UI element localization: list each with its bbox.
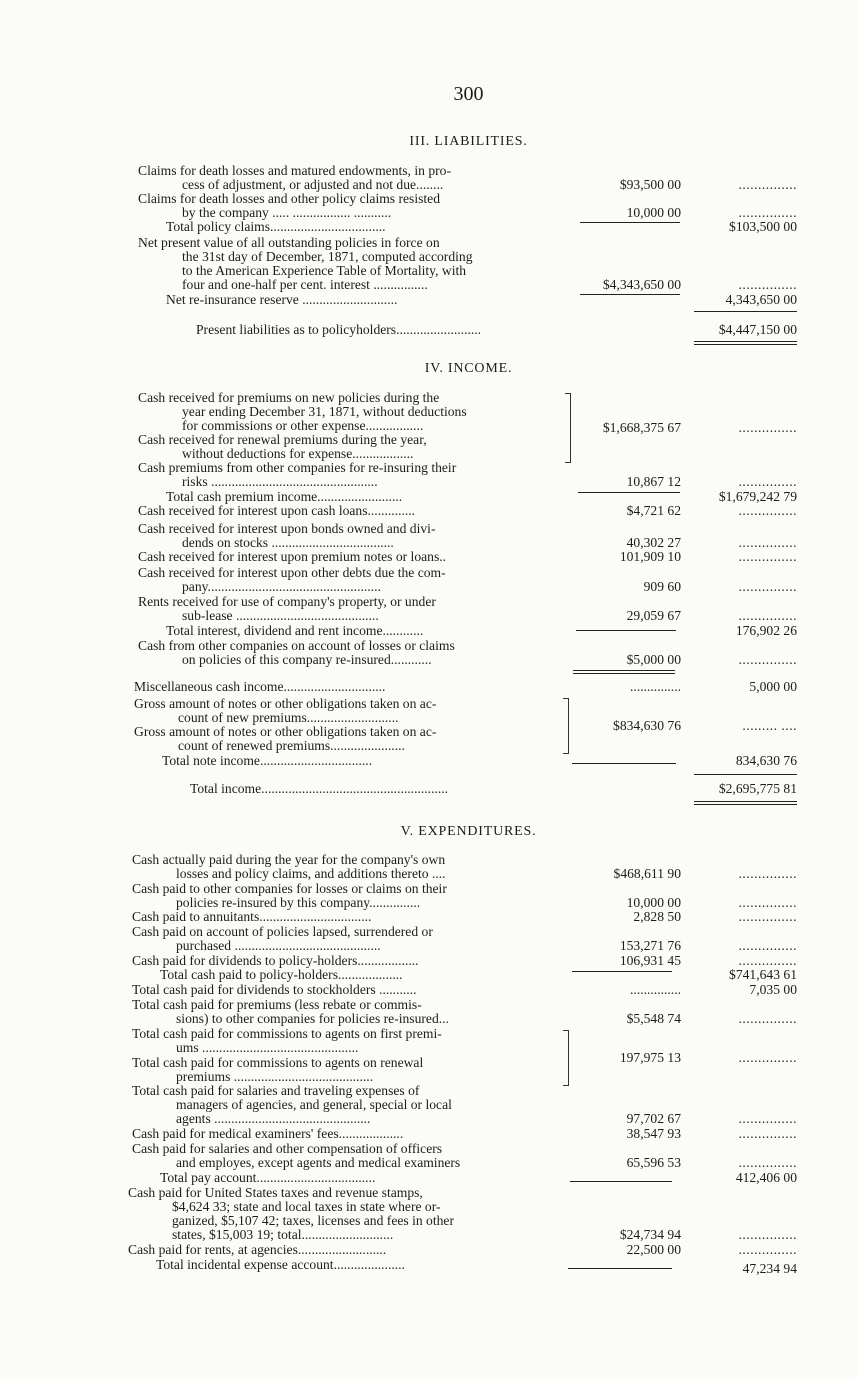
exp-reinsured-losses-amount: 10,000 00 <box>626 895 681 910</box>
dot-leader: ......... .... <box>742 718 797 733</box>
exp-reinsurance-premiums-line1: Total cash paid for premiums (less rebate or commis- <box>132 997 422 1012</box>
inc-reinsurance-premiums-line1: Cash premiums from other companies for re-insuring their <box>138 460 457 475</box>
dot-leader: ............... <box>738 1227 797 1242</box>
total-rule <box>694 311 797 312</box>
exp-reinsured-losses-line1: Cash paid to other companies for losses or claims on their <box>132 881 447 896</box>
double-rule <box>694 341 797 345</box>
liab-resisted-claims-line1: Claims for death losses and other policy claims resisted <box>138 191 441 206</box>
exp-total-policyholders-amount: $741,643 61 <box>729 967 797 982</box>
inc-renewal-premiums-line1: Cash received for renewal premiums during the year, <box>138 432 427 447</box>
inc-miscellaneous: Miscellaneous cash income.............................. <box>134 679 386 694</box>
dot-leader: ............... <box>738 1155 797 1170</box>
exp-total-policyholders: Total cash paid to policy-holders................... <box>160 967 403 982</box>
dot-leader: ............... <box>630 679 681 694</box>
exp-commissions-renewal-line2: premiums ......................................... <box>176 1069 374 1084</box>
dot-leader: ............... <box>738 953 797 968</box>
exp-commissions-first-line2: ums .............................................. <box>176 1040 359 1055</box>
liab-net-value-line2: the 31st day of December, 1871, computed according <box>182 249 473 264</box>
inc-new-premiums-line3: for commissions or other expense................. <box>182 418 424 433</box>
exp-salaries-agencies-amount: 97,702 67 <box>626 1111 681 1126</box>
exp-taxes-line1: Cash paid for United States taxes and revenue stamps, <box>128 1185 423 1200</box>
exp-own-losses-line2: losses and policy claims, and additions thereto .... <box>176 866 446 881</box>
double-rule <box>694 801 797 805</box>
inc-interest-bonds-line2: dends on stocks .................................... <box>182 535 394 550</box>
inc-renewal-premiums-line2: without deductions for expense.................. <box>182 446 414 461</box>
dot-leader: ............... <box>738 1011 797 1026</box>
liabilities-heading: III. LIABILITIES. <box>409 134 528 149</box>
exp-medical-examiners-amount: 38,547 93 <box>626 1126 681 1141</box>
liab-resisted-claims-amount: 10,000 00 <box>626 205 681 220</box>
liab-net-value-line1: Net present value of all outstanding policies in force on <box>138 235 440 250</box>
liab-death-claims-line1: Claims for death losses and matured endowments, in pro- <box>138 163 451 178</box>
exp-dividends-policyholders-amount: 106,931 45 <box>619 953 681 968</box>
dot-leader: ............... <box>738 205 797 220</box>
inc-new-premiums-line2: year ending December 31, 1871, without deductions <box>182 404 467 419</box>
dot-leader: ............... <box>738 277 797 292</box>
exp-commissions-first-line1: Total cash paid for commissions to agents on first premi- <box>132 1026 442 1041</box>
exp-annuitants: Cash paid to annuitants................................. <box>132 909 372 924</box>
liab-net-value-amount: $4,343,650 00 <box>602 277 681 292</box>
exp-own-losses-line1: Cash actually paid during the year for the company's own <box>132 852 446 867</box>
dot-leader: ............... <box>738 866 797 881</box>
inc-total-income-amount: $2,695,775 81 <box>718 781 797 796</box>
inc-reinsured-losses-line2: on policies of this company re-insured............ <box>182 652 432 667</box>
inc-interest-other-debts-line2: pany................................................... <box>182 579 381 594</box>
exp-taxes-amount: $24,734 94 <box>619 1227 681 1242</box>
dot-leader: ............... <box>630 982 681 997</box>
exp-reinsurance-premiums-amount: $5,548 74 <box>626 1011 681 1026</box>
inc-interest-other-debts-line1: Cash received for interest upon other debts due the com- <box>138 565 446 580</box>
exp-taxes-line3: ganized, $5,107 42; taxes, licenses and fees in other <box>172 1213 454 1228</box>
inc-notes-new-line1: Gross amount of notes or other obligations taken on ac- <box>134 696 437 711</box>
liab-death-claims-line2: cess of adjustment, or adjusted and not due........ <box>182 177 444 192</box>
inc-notes-renewed-line2: count of renewed premiums...................... <box>178 738 405 753</box>
exp-salaries-agencies-line1: Total cash paid for salaries and traveling expenses of <box>132 1083 420 1098</box>
dot-leader: ............... <box>738 1111 797 1126</box>
inc-interest-cash-loans-amount: $4,721 62 <box>626 503 681 518</box>
inc-interest-other-debts-amount: 909 60 <box>643 579 681 594</box>
exp-lapsed-policies-amount: 153,271 76 <box>619 938 681 953</box>
dot-leader: ............... <box>738 579 797 594</box>
exp-salaries-agencies-line3: agents .............................................. <box>176 1111 371 1126</box>
liab-resisted-claims-line2: by the company ..... ................. ........... <box>182 205 392 220</box>
exp-own-losses-amount: $468,611 90 <box>613 866 681 881</box>
inc-total-interest-amount: 176,902 26 <box>735 623 797 638</box>
inc-total-premium: Total cash premium income......................... <box>166 489 403 504</box>
inc-total-note: Total note income................................. <box>162 753 373 768</box>
dot-leader: ............... <box>738 420 797 435</box>
dot-leader: ............... <box>738 909 797 924</box>
liab-net-reinsurance-reserve: Net re-insurance reserve ............................ <box>166 292 398 307</box>
total-rule <box>694 774 797 775</box>
inc-notes-amount: $834,630 76 <box>613 718 681 733</box>
inc-total-income: Total income....................................................... <box>190 781 449 796</box>
inc-interest-cash-loans: Cash received for interest upon cash loans.............. <box>138 503 416 518</box>
inc-interest-premium-notes: Cash received for interest upon premium notes or loans.. <box>138 549 447 564</box>
liab-total-policy-claims: Total policy claims.................................. <box>166 219 386 234</box>
dot-leader: ............... <box>738 503 797 518</box>
inc-total-premium-amount: $1,679,242 79 <box>718 489 797 504</box>
double-rule <box>573 670 675 674</box>
exp-dividends-policyholders: Cash paid for dividends to policy-holders.................. <box>132 953 419 968</box>
exp-lapsed-policies-line2: purchased ........................................... <box>176 938 381 953</box>
inc-new-premiums-line1: Cash received for premiums on new policies during the <box>138 390 440 405</box>
exp-salaries-officers-line1: Cash paid for salaries and other compensation of officers <box>132 1141 443 1156</box>
inc-interest-premium-notes-amount: 101,909 10 <box>619 549 681 564</box>
dot-leader: ............... <box>738 1242 797 1257</box>
exp-rents-agencies-amount: 22,500 00 <box>626 1242 681 1257</box>
inc-premiums-amount: $1,668,375 67 <box>602 420 681 435</box>
dot-leader: ............... <box>738 1050 797 1065</box>
exp-total-incidental-amount: 47,234 94 <box>742 1261 797 1276</box>
dot-leader: ............... <box>738 549 797 564</box>
income-heading: IV. INCOME. <box>424 361 513 376</box>
exp-commissions-renewal-line1: Total cash paid for commissions to agents on renewal <box>132 1055 424 1070</box>
exp-total-pay-account: Total pay account................................... <box>160 1170 376 1185</box>
liab-death-claims-amount: $93,500 00 <box>619 177 681 192</box>
inc-reinsured-losses-amount: $5,000 00 <box>626 652 681 667</box>
liab-present-liabilities: Present liabilities as to policyholders......................... <box>196 322 482 337</box>
exp-taxes-line4: states, $15,003 19; total........................... <box>172 1227 394 1242</box>
exp-medical-examiners: Cash paid for medical examiners' fees................... <box>132 1126 404 1141</box>
liab-net-value-line3: to the American Experience Table of Mortality, with <box>182 263 467 278</box>
dot-leader: ............... <box>738 895 797 910</box>
exp-reinsurance-premiums-line2: sions) to other companies for policies re-insured... <box>176 1011 449 1026</box>
exp-reinsured-losses-line2: policies re-insured by this company............... <box>176 895 421 910</box>
inc-rents-amount: 29,059 67 <box>626 608 681 623</box>
inc-interest-bonds-amount: 40,302 27 <box>626 535 681 550</box>
liab-net-value-line4: four and one-half per cent. interest ................ <box>182 277 428 292</box>
inc-rents-line2: sub-lease .......................................... <box>182 608 379 623</box>
dot-leader: ............... <box>738 652 797 667</box>
liab-total-policy-claims-amount: $103,500 00 <box>729 219 797 234</box>
inc-total-interest: Total interest, dividend and rent income............ <box>166 623 424 638</box>
inc-notes-new-line2: count of new premiums........................... <box>178 710 399 725</box>
dot-leader: ............... <box>738 474 797 489</box>
inc-total-note-amount: 834,630 76 <box>735 753 797 768</box>
inc-reinsurance-premiums-line2: risks ................................................. <box>182 474 378 489</box>
inc-reinsured-losses-line1: Cash from other companies on account of losses or claims <box>138 638 455 653</box>
inc-interest-bonds-line1: Cash received for interest upon bonds owned and divi- <box>138 521 436 536</box>
exp-rents-agencies: Cash paid for rents, at agencies.......................... <box>128 1242 387 1257</box>
exp-dividends-stockholders-amount: 7,035 00 <box>749 982 797 997</box>
exp-dividends-stockholders: Total cash paid for dividends to stockholders ........... <box>132 982 417 997</box>
dot-leader: ............... <box>738 938 797 953</box>
dot-leader: ............... <box>738 535 797 550</box>
dot-leader: ............... <box>738 177 797 192</box>
exp-total-incidental: Total incidental expense account..................... <box>156 1257 405 1272</box>
exp-lapsed-policies-line1: Cash paid on account of policies lapsed, surrendered or <box>132 924 433 939</box>
exp-salaries-officers-line2: and employes, except agents and medical examiners <box>176 1155 461 1170</box>
liab-present-liabilities-amount: $4,447,150 00 <box>718 322 797 337</box>
inc-miscellaneous-amount: 5,000 00 <box>749 679 797 694</box>
exp-taxes-line2: $4,624 33; state and local taxes in state where or- <box>172 1199 441 1214</box>
dot-leader: ............... <box>738 608 797 623</box>
inc-reinsurance-premiums-amount: 10,867 12 <box>626 474 681 489</box>
dot-leader: ............... <box>738 1126 797 1141</box>
liab-net-reinsurance-amount: 4,343,650 00 <box>725 292 797 307</box>
exp-annuitants-amount: 2,828 50 <box>633 909 681 924</box>
exp-total-pay-account-amount: 412,406 00 <box>735 1170 797 1185</box>
inc-notes-renewed-line1: Gross amount of notes or other obligations taken on ac- <box>134 724 437 739</box>
exp-salaries-officers-amount: 65,596 53 <box>626 1155 681 1170</box>
inc-rents-line1: Rents received for use of company's property, or under <box>138 594 436 609</box>
exp-commissions-amount: 197,975 13 <box>619 1050 681 1065</box>
expenditures-heading: V. EXPENDITURES. <box>400 824 537 839</box>
page-number: 300 <box>453 83 484 105</box>
exp-salaries-agencies-line2: managers of agencies, and general, special or local <box>176 1097 452 1112</box>
